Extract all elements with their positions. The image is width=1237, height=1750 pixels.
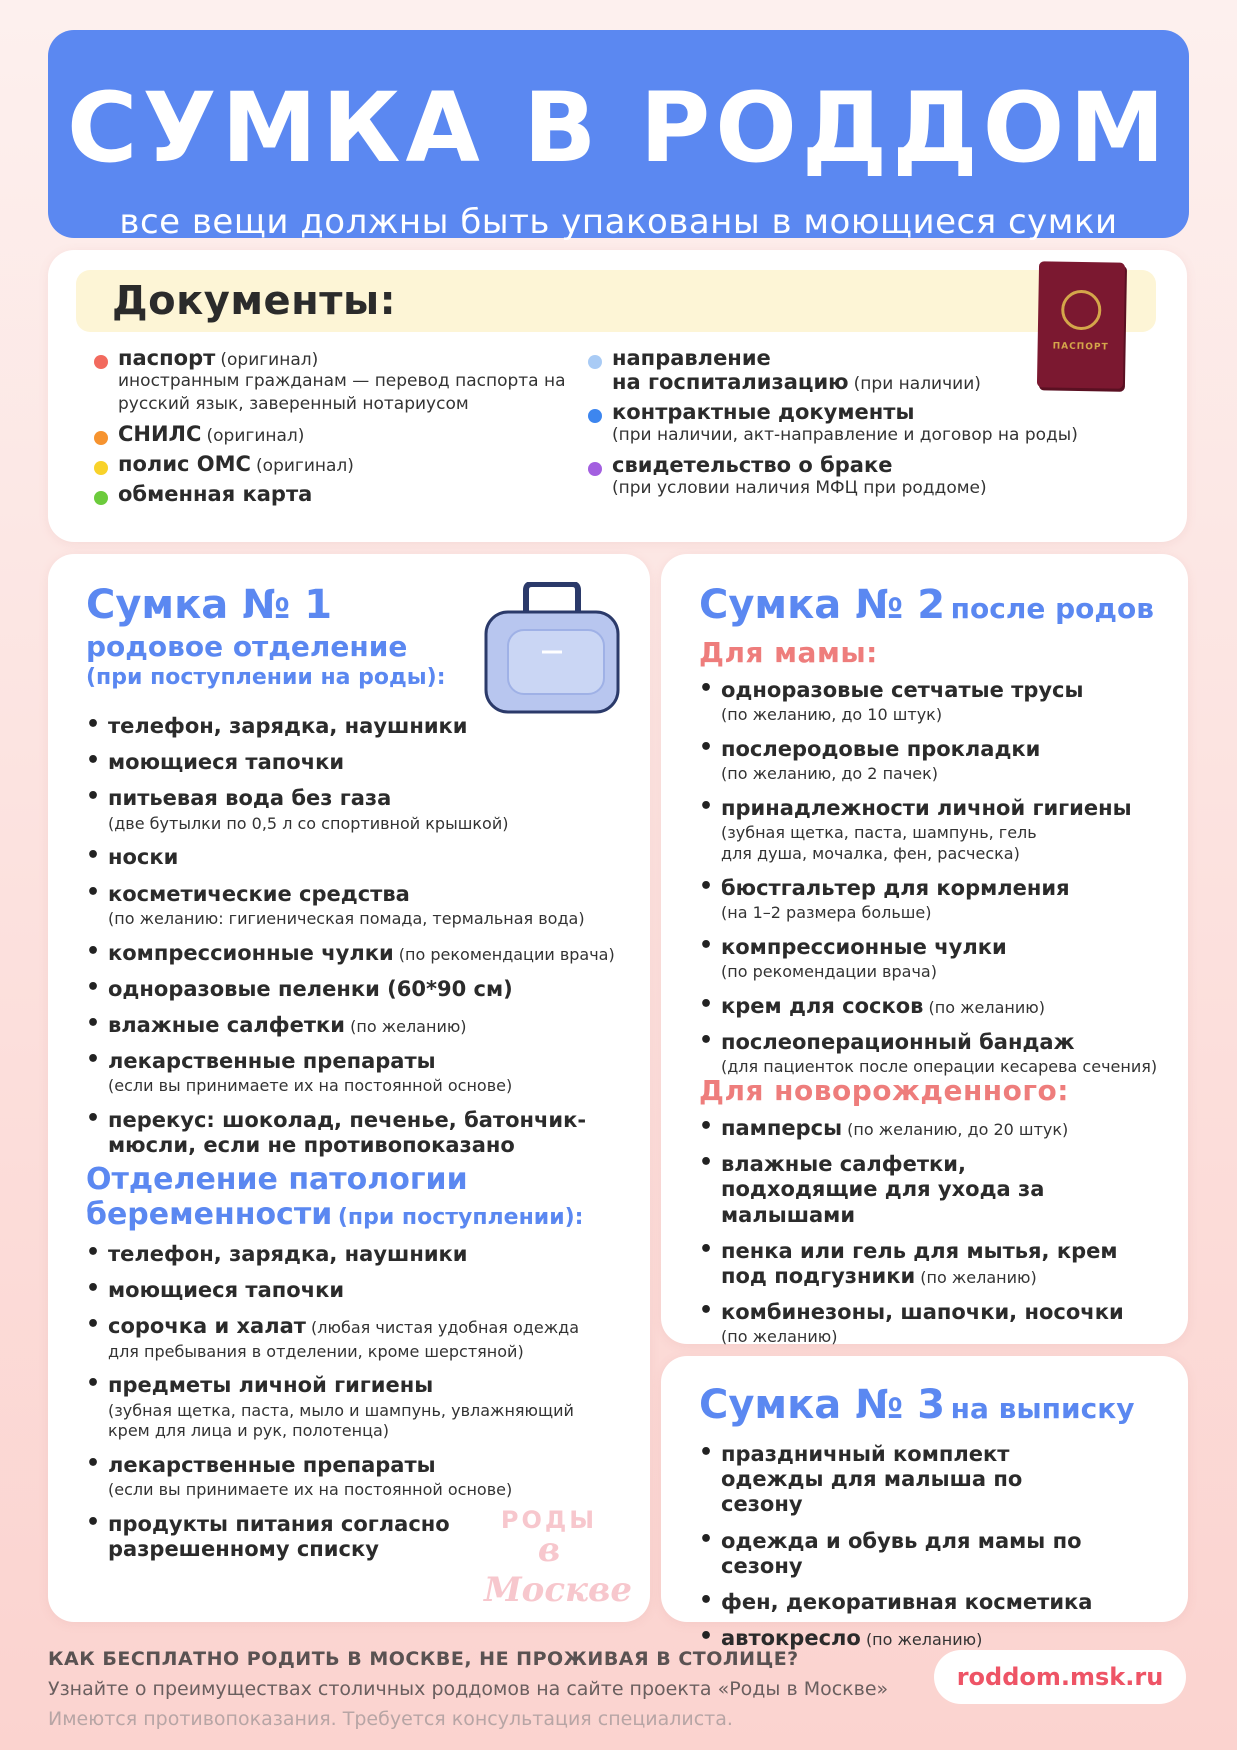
doc-item-snils [94,422,594,446]
yellow-dot-icon [94,461,108,475]
doc-note: (оригинал) [206,425,305,446]
doc-item-exchange-card [94,482,594,506]
list-item [699,935,1169,983]
list-item [699,1442,1099,1518]
list-item [86,786,626,834]
doc-item-oms [94,452,594,476]
list-item [699,796,1169,865]
item-text: автокресло [721,1626,861,1651]
orange-dot-icon [94,431,108,445]
footer-info: Узнайте о преимуществах столичных роддомов на сайте проекта «Роды в Москве» [48,1678,889,1700]
item-text: лекарственные препараты [108,1453,436,1478]
purple-dot-icon [588,462,602,476]
doc-note: (оригинал) [256,455,354,476]
item-sub: (по рекомендации врача) [721,961,937,981]
item-note: (любая чистая удобная одежда [311,1318,579,1338]
doc-sub: иностранным гражданам — перевод паспорта на русский язык, заверенный нотариусом [118,371,566,414]
red-dot-icon [94,355,108,369]
item-text: компрессионные чулки [721,934,1007,959]
logo-line2: в Москве [484,1530,632,1610]
list-item [86,1242,616,1267]
logo-line1: РОДЫ [500,1506,598,1534]
list-item [86,1453,616,1501]
list-item [86,1373,616,1442]
item-sub: (зубная щетка, паста, шампунь, гель для душа, мочалка, фен, расческа) [721,823,1037,863]
bag3-list [699,1442,1159,1662]
item-text: фен, декоративная косметика [721,1589,1093,1614]
list-item [699,1116,1139,1141]
item-sub: (если вы принимаете их на постоянной основе) [108,1480,513,1500]
doc-label: направление [612,346,771,370]
list-item [86,977,626,1002]
list-item [699,1030,1169,1078]
item-text: перекус: шоколад, печенье, батончик-мюсли, если не противопоказано [108,1108,587,1158]
bag2-title-text: Сумка № 2 [699,582,946,628]
bag1-subtitle: родовое отделение [86,630,408,663]
doc-note: (при наличии) [853,374,981,394]
section2-title-b: беременности [86,1197,333,1232]
brand-logo [484,1506,632,1610]
list-item [86,750,626,775]
documents-list-right [588,346,1148,506]
footer [48,1648,888,1730]
baby-section-title: Для новорожденного: [699,1074,1069,1107]
list-item [699,1239,1139,1289]
list-item [86,1108,626,1158]
list-item [86,1013,626,1038]
bag1-title [86,582,446,628]
item-text: одежда и обувь для мамы по сезону [721,1528,1082,1578]
documents-card [48,250,1187,542]
doc-item-marriage [588,453,1148,500]
item-sub: (по желанию, до 2 пачек) [721,764,939,784]
header-banner [48,30,1189,242]
bag2-title [699,582,1154,628]
bag2-card [661,554,1188,1347]
list-item [86,1278,616,1303]
footer-disclaimer: Имеются противопоказания. Требуется консультация специалиста. [48,1708,733,1730]
item-note: (по желанию, до 20 штук) [847,1120,1069,1139]
emblem-icon [1061,290,1102,331]
blue-dot-icon [588,409,602,423]
doc-note: (оригинал) [220,350,319,370]
item-sub: (две бутылки по 0,5 л со спортивной крышкой) [108,813,509,833]
list-item [699,678,1169,726]
bag1-list [86,714,626,1169]
item-text: питьевая вода без газа [108,786,392,811]
item-text: влажные салфетки [108,1012,346,1037]
doc-label: обменная карта [118,481,313,506]
item-sub: (зубная щетка, паста, мыло и шампунь, увлажняющий крем для лица и рук, полотенца) [108,1400,574,1441]
item-text: моющиеся тапочки [108,1278,345,1303]
item-text: памперсы [721,1116,843,1140]
doc-sub: (при условии наличия МФЦ при роддоме) [612,477,987,498]
item-sub: (для пациенток после операции кесарева сечения) [721,1057,1158,1077]
item-note: (по желанию) [928,997,1045,1017]
item-text: носки [108,845,179,870]
list-item [86,714,626,739]
bag1-subtitle2: (при поступлении на роды): [86,665,446,690]
page-title: СУМКА В РОДДОМ [67,72,1170,184]
page-subtitle: все вещи должны быть упакованы в моющиеся сумки [119,202,1118,242]
item-sub: (по желанию) [721,1327,838,1347]
list-item [699,1590,1159,1615]
item-text: комбинезоны, шапочки, носочки [721,1300,1124,1325]
item-text: предметы личной гигиены [108,1373,434,1398]
list-item [86,845,626,870]
item-text: влажные салфетки, подходящие для ухода за малышами [721,1152,1045,1227]
list-item [86,1049,626,1097]
green-dot-icon [94,491,108,505]
item-note: (по желанию) [865,1630,983,1650]
bag1-section2-title [86,1162,583,1232]
bag1-title-text: Сумка № 1 [86,582,333,628]
item-sub: (на 1–2 размера больше) [721,902,932,922]
item-sub: для пребывания в отделении, кроме шерстяной) [108,1341,524,1361]
item-sub: (если вы принимаете их на постоянной основе) [108,1076,513,1096]
item-sub: (по желанию: гигиеническая помада, термальная вода) [108,908,585,928]
bag3-card [661,1356,1188,1651]
list-item [699,1300,1139,1348]
item-sub: (по желанию, до 10 штук) [721,705,943,725]
passport-icon-label: ПАСПОРТ [1052,341,1109,353]
documents-list-left [94,346,594,512]
item-text: одноразовые сетчатые трусы [721,678,1084,702]
item-note: (по желанию) [920,1267,1037,1287]
doc-item-referral [588,346,1148,394]
item-text: телефон, зарядка, наушники [108,1242,468,1266]
doc-item-passport [94,346,594,416]
doc-label: свидетельство о браке [612,452,893,477]
item-text: сорочка и халат [108,1314,306,1339]
section2-title-c: (при поступлении): [337,1205,584,1230]
item-text: принадлежности личной гигиены [721,795,1132,820]
item-text: моющиеся тапочки [108,750,345,775]
doc-item-contract [588,400,1148,447]
list-item [699,1529,1159,1579]
item-text: лекарственные препараты [108,1049,436,1074]
bag-icon [480,582,624,718]
list-item [86,1314,616,1362]
doc-sub: (при наличии, акт-направление и договор на роды) [612,425,1078,445]
footer-question: КАК БЕСПЛАТНО РОДИТЬ В МОСКВЕ, НЕ ПРОЖИВАЯ В СТОЛИЦЕ? [48,1648,799,1670]
list-item [699,737,1169,785]
baby-list [699,1116,1139,1359]
lightblue-dot-icon [588,355,602,369]
item-text: косметические средства [108,881,410,906]
item-text: компрессионные чулки [108,940,394,965]
doc-label: СНИЛС [118,421,202,446]
item-text: пенка или гель для мытья, крем под подгузники [721,1238,1118,1288]
item-text: послеродовые прокладки [721,736,1041,761]
list-item [699,994,1169,1019]
list-item [699,876,1169,924]
item-text: бюстгальтер для кормления [721,875,1070,900]
item-note: (по рекомендации врача) [398,944,615,964]
bag3-title [699,1382,1135,1428]
bag1-card [48,554,650,1622]
bag3-title-suffix: на выписку [950,1392,1135,1425]
bag2-title-suffix: после родов [950,592,1154,625]
item-note: (по желанию) [350,1016,467,1036]
bag3-title-text: Сумка № 3 [699,1382,946,1428]
doc-label: полис ОМС [118,451,251,476]
list-item [86,1512,486,1562]
mom-section-title: Для мамы: [699,636,878,669]
section2-title-a: Отделение патологии [86,1162,468,1197]
doc-label: на госпитализацию [612,370,849,394]
documents-title-bar [76,270,1156,332]
site-link[interactable]: roddom.msk.ru [934,1650,1186,1704]
item-text: телефон, зарядка, наушники [108,714,468,738]
list-item [699,1152,1089,1228]
item-text: послеоперационный бандаж [721,1029,1075,1054]
doc-label: паспорт [118,346,216,370]
item-text: крем для сосков [721,993,924,1018]
item-text: праздничный комплект одежды для малыша по сезону [721,1442,1023,1517]
doc-label: контрактные документы [612,400,915,424]
item-text: одноразовые пеленки (60*90 см) [108,976,513,1001]
list-item [86,882,626,930]
item-text: продукты питания согласно разрешенному списку [108,1512,450,1562]
mom-list [699,678,1169,1089]
list-item [86,941,626,966]
documents-title: Документы: [112,278,397,324]
